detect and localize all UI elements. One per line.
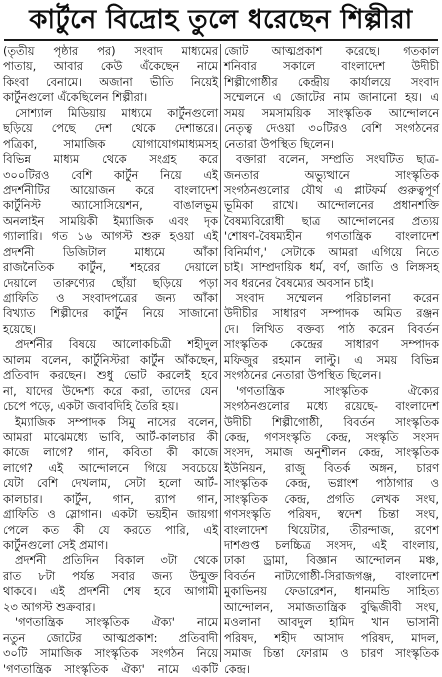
article-text-line: যেটা বেশি দেখলাম, সেটা হলো আর্ট- — [3, 476, 218, 491]
article-text-line: ইম্যাজিক সম্পাদক সিমু নাসের বলেন, — [15, 414, 218, 429]
article-text-line: চেপে পড়ে, একটা জবাবদিহি তৈরি হয়। — [3, 399, 179, 414]
article-text-line: শিল্পীগোষ্ঠীর কেন্দ্রীয় কার্যালয়ে সংবাদ — [224, 74, 439, 89]
article-text-line: 'শোষণ-বৈষম্যহীন গণতান্ত্রিক বাংলাদেশ — [224, 229, 439, 244]
article-text-line: চাই। সাম্প্রদায়িক ধর্ম, বর্ণ, জাতি ও লিঙ্গসহ — [224, 260, 439, 275]
article-text-line: প্রদর্শনীর বিষয়ে আলোকচিত্রী শহীদুল — [15, 337, 218, 352]
article-text-line: আমরা মাঝেমধ্যে ভাবি, আর্ট-কালচার কী — [3, 429, 218, 444]
article-text-line: সংসদ, সমাজ অনুশীলন কেন্দ্র, সাংস্কৃতিক — [224, 445, 439, 460]
article-text-line: কার্টুনগুলো এঁকেছিলেন শিল্পীরা। — [3, 90, 148, 105]
article-text-line: প্রতিবাদ করছেন। শুধু ভোট করলেই হবে — [3, 368, 218, 383]
article-text-line: জোট আত্মপ্রকাশ করেছে। গতকাল — [224, 44, 439, 58]
article-text-line: কার্টুনগুলো সেই প্রমাণ। — [3, 538, 109, 552]
article-text-line: প্রদর্শনী ডিজিটাল মাধ্যমে আঁকা — [3, 244, 218, 259]
article-text-line: ইউনিয়ন, রাজু বিতর্ক অঙ্গন, চারণ — [224, 460, 439, 475]
article-text-line: ছড়িয়ে পেছে দেশ থেকে দেশান্তরে। — [3, 121, 218, 136]
article-text-line: ৩০টি সামাজিক সাংস্কৃতিক সংগঠন নিয়ে — [3, 646, 218, 661]
headline-rule — [4, 39, 438, 41]
article-text-line: নেতৃত্ব দেওয়া ৩০টিরও বেশি সংগঠনের — [224, 121, 439, 136]
article-text-line: 'গণতান্ত্রিক সাংস্কৃতিক ঐক্যের — [236, 383, 439, 398]
article-text-line: গণসংস্কৃতি পরিষদ, স্বদেশ চিন্তা সংঘ, — [224, 507, 439, 522]
article-text-line: সাংস্কৃতিক কেন্দ্র, ভগ্নাংশ পাঠাগার ও — [224, 476, 439, 491]
article-text-line: বিভিন্ন মাধ্যম থেকে সংগ্রহ করে — [3, 152, 218, 167]
article-text-line: বাংলাদেশ থিয়েটার, তীরন্দাজ, রণেশ — [224, 522, 439, 537]
article-text-line: কালচার। কার্টুন, গান, র‍্যাপ গান, — [3, 491, 218, 506]
article-text-line: বৈষম্যবিরোধী ছাত্র আন্দোলনের প্রত্যয় — [224, 213, 439, 228]
article-text-line: সংগঠনগুলোর মধ্যে রয়েছে- বাংলাদেশ — [224, 399, 439, 414]
column-divider — [220, 44, 221, 662]
article-text-line: বিখ্যাত শিল্পীদের কার্টুন নিয়ে সাজানো — [3, 306, 218, 321]
article-text-line: (তৃতীয় পৃষ্ঠার পর) সংবাদ মাধ্যমের — [3, 44, 218, 58]
article-text-line: দেয়ালে তারুণ্যের ছোঁয়া ছড়িয়ে পড়া — [3, 275, 218, 290]
article-text-line: কার্টুনিস্ট অ্যাসোসিয়েশন, বাঙালভূম — [3, 198, 218, 213]
article-text-line: রাত ৮টা পর্যন্ত সবার জন্য উন্মুক্ত — [3, 568, 218, 583]
article-text-line: ২৩ আগস্ট শুক্রবার। — [3, 599, 96, 614]
article-text-line: লাগে? এই আন্দোলনে গিয়ে সবচেয়ে — [3, 460, 218, 475]
article-text-line: গ্যালারি। গত ১৬ আগস্ট শুরু হওয়া এই — [3, 229, 218, 244]
article-column-left — [3, 44, 218, 676]
article-text-line: ভূমিকা রাখে। আন্দোলনের প্রধানশক্তি — [224, 198, 439, 213]
article-text-line: মুকাভিনয় ফেডারেশন, ধানমন্ডি সাহিত্য — [224, 584, 439, 599]
article-text-line: বিবর্তন নাট্যগোষ্ঠী-সিরাজগঞ্জ, বাংলাদেশ — [224, 568, 439, 583]
article-text-line: সাংস্কৃতিক কেন্দ্র, প্রগতি লেখক সংঘ, — [224, 491, 439, 506]
article-text-line: সমাজ চিন্তা ফোরাম ও চারণ সাংস্কৃতিক — [224, 646, 439, 661]
article-text-line: নতুন জোটের আত্মপ্রকাশ: প্রতিবাদী — [3, 630, 218, 645]
article-text-line: সময় সমসাময়িক সাংস্কৃতিক আন্দোলনে — [224, 105, 439, 120]
article-text-line: রাজনৈতিক কার্টুন, শহরের দেয়ালে — [3, 260, 218, 275]
article-text-line: বিনির্মাণ,' সেটাকে আমরা এগিয়ে নিতে — [224, 244, 439, 259]
article-text-line: সব ধরনের বৈষম্যের অবসান চাই। — [224, 275, 374, 290]
article-text-line: কেন্দ্র। — [224, 661, 250, 676]
article-text-line: গ্রাফিতি ও সংবাদপত্রের জন্য আঁকা — [3, 291, 218, 305]
article-text-line: থাকবে। এই প্রদর্শনী শেষ হবে আগামী — [3, 584, 218, 599]
article-text-line: সোশ্যাল মিডিয়ায় মাধ্যমে কার্টুনগুলো — [15, 105, 218, 120]
article-text-line: না, যাদের উদ্দেশ্য করে করা, তাদের যেন — [3, 383, 218, 398]
article-text-line: প্রদর্শনী প্রতিদিন বিকাল ৩টা থেকে — [15, 553, 218, 568]
article-text-line: আন্দোলন, সমাজতান্ত্রিক বুদ্ধিজীবী সংঘ, — [224, 599, 439, 614]
article-text-line: দে। লিখিত বক্তব্য পাঠ করেন বিবর্তন — [224, 321, 439, 336]
article-text-line: পত্রিকা, সামাজিক যোগাযোগমাধ্যমসহ — [3, 136, 218, 151]
article-text-line: কিংবা বেনামে। অজানা ভীতি নিয়েই — [3, 74, 218, 89]
article-text-line: পাতায়, আবার কেউ এঁকেছেন নামে — [3, 59, 218, 74]
article-text-line: সংগঠনগুলোর যৌথ এ প্লাটফর্ম গুরুত্বপূর্ণ — [224, 182, 439, 197]
article-text-line: পরিষদ, শহীদ আসাদ পরিষদ, মাদল, — [224, 630, 439, 645]
article-text-line: সাংস্কৃতিক কেন্দ্রের সাধারণ সম্পাদক — [224, 337, 439, 352]
article-column-right — [224, 44, 439, 676]
article-text-line: দাশগুপ্ত চলচ্চিত্র সংসদ, এই বাংলায়, — [224, 538, 439, 552]
article-headline: কার্টুনে বিদ্রোহ তুলে ধরেছেন শিল্পীরা — [29, 5, 413, 35]
article-text-line: গ্রাফিতি ও স্লোগান। একটা ভয়হীন জায়গা — [3, 507, 218, 522]
article-text-line: উদীচীর সাধারণ সম্পাদক অমিত রঞ্জন — [224, 306, 439, 321]
article-text-line: অনলাইন সাময়িকী ইম্যাজিক এবং দৃক — [3, 213, 218, 228]
article-text-line: ৩০০টিরও বেশি কার্টুন নিয়ে এই — [3, 167, 218, 182]
article-text-line: সংবাদ সম্মেলন পরিচালনা করেন — [236, 291, 439, 305]
article-text-line: 'গণতান্ত্রিক সাংস্কৃতিক ঐক্য' নামে — [15, 615, 218, 630]
article-text-line: কেন্দ্র, গণসংস্কৃতি কেন্দ্র, সংস্কৃতি সংসদ — [224, 429, 439, 444]
article-text-line: সংগঠনের নেতারা উপস্থিত ছিলেন। — [224, 368, 382, 383]
article-text-line: 'গণতান্ত্রিক সাংস্কৃতিক ঐক্য' নামে একটি — [3, 661, 218, 676]
article-text-line: পেলে কত কী যে করতে পারি, এই — [3, 522, 218, 537]
article-text-line: মফিজুর রহমান লাল্টু। এ সময় বিভিন্ন — [224, 352, 439, 367]
article-text-line: কাজে লাগে? গান, কবিতা কী কাজে — [3, 445, 218, 460]
article-text-line: শনিবার সকালে বাংলাদেশ উদীচী — [224, 59, 439, 74]
article-text-line: হয়েছে। — [3, 321, 36, 336]
article-text-line: সম্মেলনে এ জোটের নাম জানানো হয়। এ — [224, 90, 439, 105]
article-text-line: জনতার অভ্যুত্থানে সাংস্কৃতিক — [224, 167, 439, 182]
article-text-line: ঢাকা ড্রামা, বিজ্ঞান আন্দোলন মঞ্চ, — [224, 553, 439, 568]
article-text-line: উদীচী শিল্পীগোষ্ঠী, বিবর্তন সাংস্কৃতিক — [224, 414, 439, 429]
article-text-line: বক্তারা বলেন, সম্প্রতি সংঘটিত ছাত্র- — [236, 152, 439, 167]
article-text-line: মওলানা আবদুল হামিদ খান ভাসানী — [224, 615, 439, 630]
article-text-line: আলম বলেন, কার্টুনিস্টরা কার্টুন আঁকছেন, — [3, 352, 218, 367]
article-text-line: নেতারা উপস্থিত ছিলেন। — [224, 136, 335, 151]
article-text-line: প্রদর্শনীটির আয়োজন করে বাংলাদেশ — [3, 182, 218, 197]
